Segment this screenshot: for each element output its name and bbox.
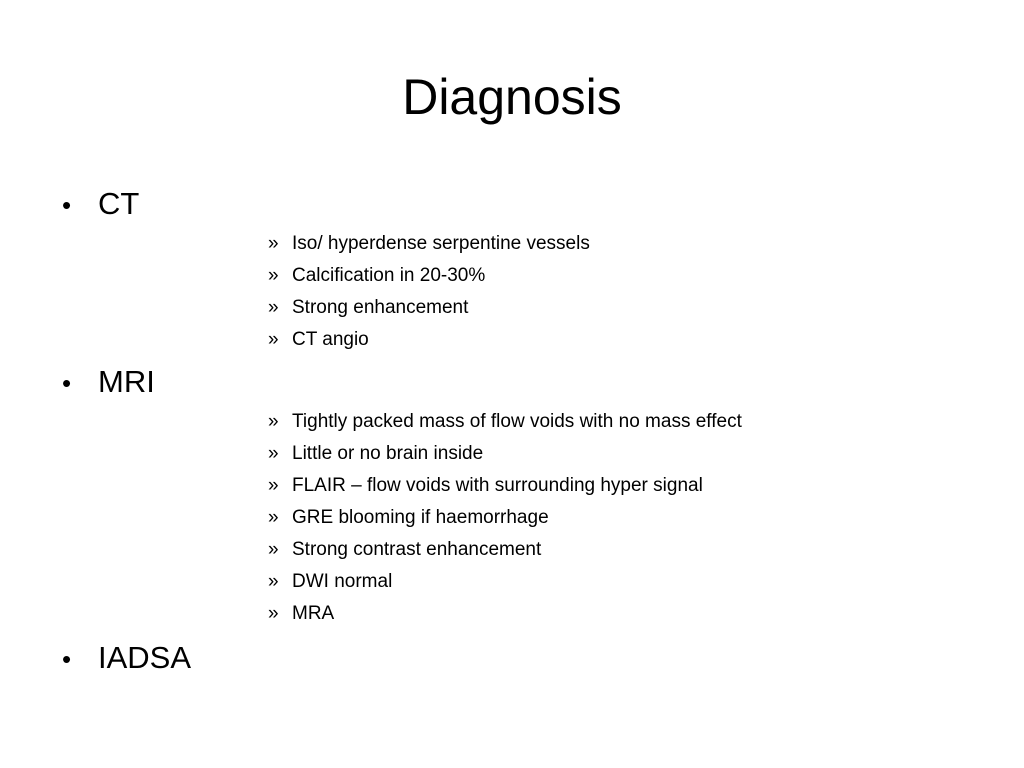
chevron-right-icon: »: [268, 571, 279, 592]
list-item: » CT angio: [268, 324, 590, 356]
list-item: » Iso/ hyperdense serpentine vessels: [268, 228, 590, 260]
bullet-dot-icon: •: [62, 644, 72, 674]
list-item: » FLAIR – flow voids with surrounding hyper signal: [268, 470, 742, 502]
slide-title: Diagnosis: [402, 69, 622, 125]
list-item: » GRE blooming if haemorrhage: [268, 502, 742, 534]
ct-sub-list: [268, 228, 590, 356]
list-item: » Strong contrast enhancement: [268, 534, 742, 566]
chevron-right-icon: »: [268, 539, 279, 560]
chevron-right-icon: »: [268, 233, 279, 254]
list-item: » Calcification in 20-30%: [268, 260, 590, 292]
bullet-heading: IADSA: [98, 640, 192, 675]
bullet-iadsa: [62, 638, 191, 679]
bullet-ct: [62, 184, 139, 225]
bullet-dot-icon: •: [62, 190, 72, 220]
list-item: » Little or no brain inside: [268, 438, 742, 470]
chevron-right-icon: »: [268, 265, 279, 286]
list-item: » Tightly packed mass of flow voids with no mass effect: [268, 406, 742, 438]
mri-sub-list: [268, 406, 742, 630]
bullet-dot-icon: •: [62, 368, 72, 398]
chevron-right-icon: »: [268, 507, 279, 528]
chevron-right-icon: »: [268, 475, 279, 496]
list-item: » MRA: [268, 598, 742, 630]
bullet-heading: CT: [98, 186, 140, 221]
bullet-heading: MRI: [98, 364, 155, 399]
chevron-right-icon: »: [268, 603, 279, 624]
chevron-right-icon: »: [268, 329, 279, 350]
chevron-right-icon: »: [268, 297, 279, 318]
chevron-right-icon: »: [268, 411, 279, 432]
list-item: » Strong enhancement: [268, 292, 590, 324]
list-item: » DWI normal: [268, 566, 742, 598]
chevron-right-icon: »: [268, 443, 279, 464]
bullet-mri: [62, 362, 155, 403]
